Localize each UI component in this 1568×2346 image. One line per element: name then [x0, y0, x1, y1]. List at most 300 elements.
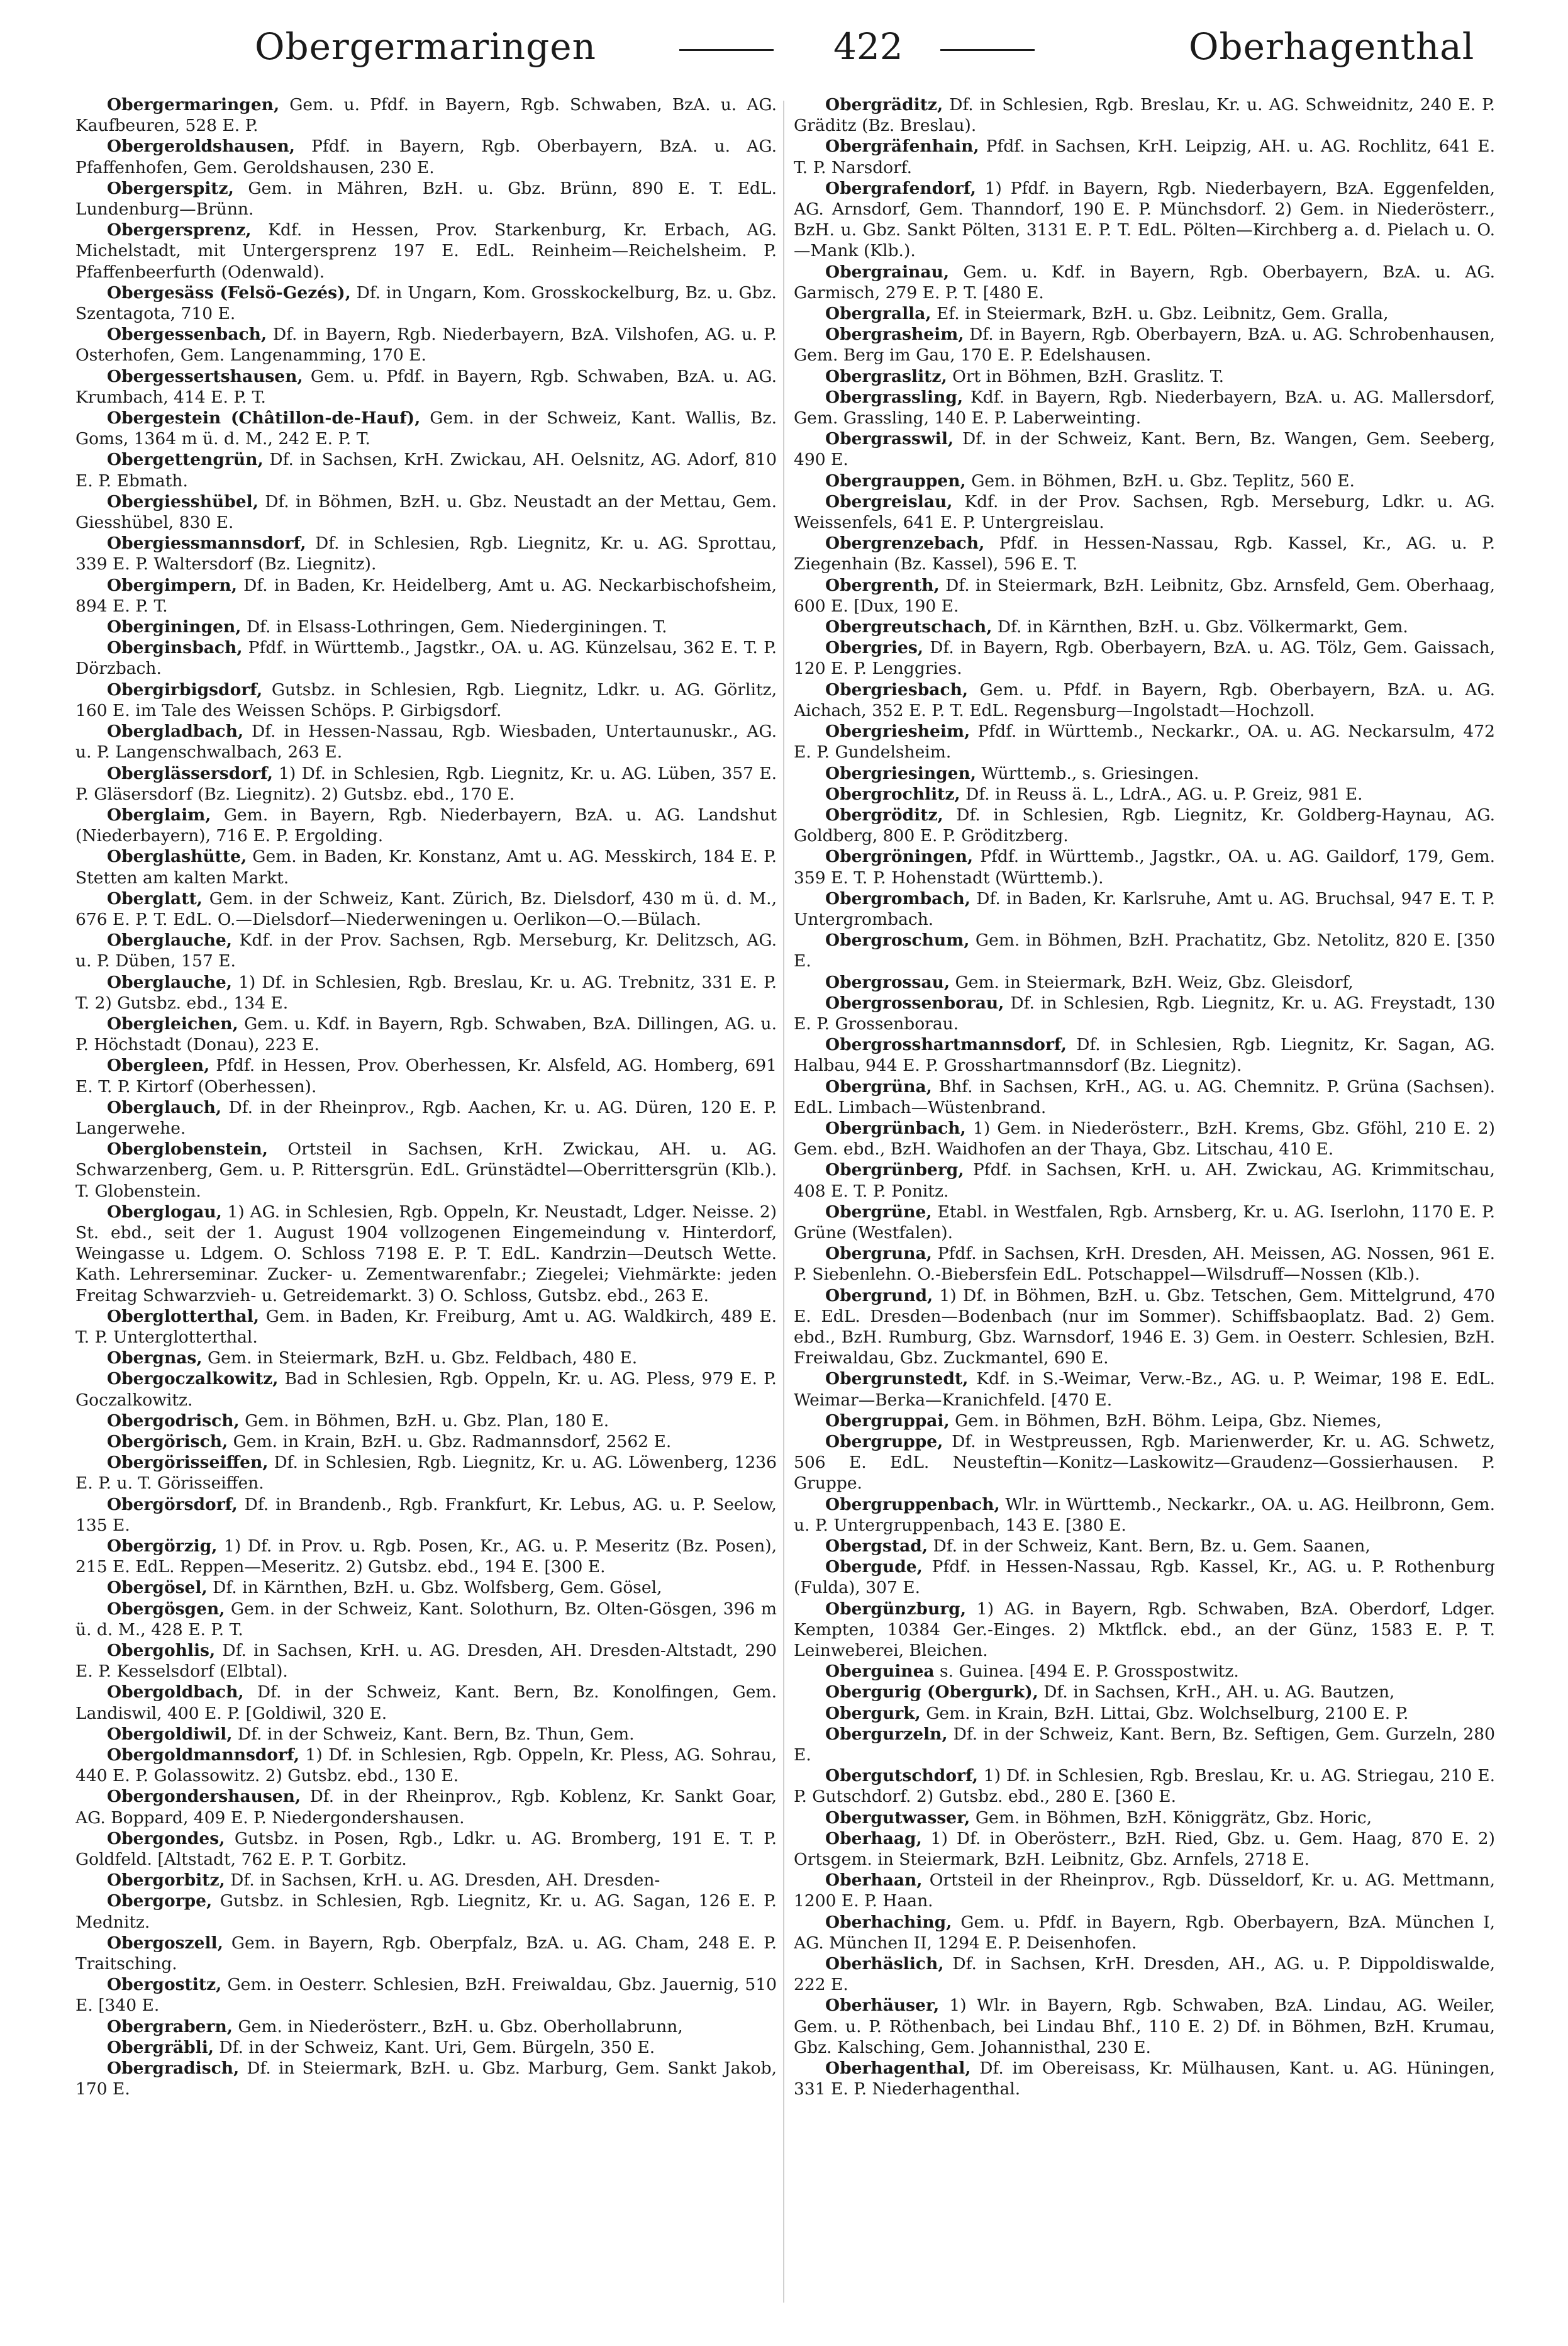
gazetteer-entry — [794, 888, 1495, 930]
gazetteer-entry — [75, 136, 777, 177]
gazetteer-entry — [794, 972, 1495, 993]
entry-text: Df. in der Rheinprov., Rgb. Aachen, Kr. u. AG. Düren, 120 E. P. Langerwehe. — [75, 1097, 777, 1138]
entry-text: 1) Df. in Prov. u. Rgb. Posen, Kr., AG. u. P. Meseritz (Bz. Posen), 215 E. EdL. Reppen—Meseritz. 2) Gutsbz. ebd., 194 E. [300 E. — [75, 1536, 777, 1577]
entry-headword: Obergruna, — [825, 1244, 932, 1264]
header-dash-right — [940, 49, 1035, 51]
gazetteer-entry — [794, 930, 1495, 971]
entry-text: Df. in Brandenb., Rgb. Frankfurt, Kr. Lebus, AG. u. P. Seelow, 135 E. — [75, 1494, 777, 1535]
entry-headword: Obergermaringen, — [107, 95, 280, 115]
entry-text: Ortsteil in der Rheinprov., Rgb. Düsseldorf, Kr. u. AG. Mettmann, 1200 E. P. Haan. — [794, 1870, 1495, 1911]
entry-headword: Oberglatt, — [107, 888, 203, 908]
gazetteer-entry — [75, 1014, 777, 1055]
entry-headword: Oberglässersdorf, — [107, 763, 273, 783]
entry-text: Gem. in Mähren, BzH. u. Gbz. Brünn, 890 E. T. EdL. Lundenburg—Brünn. — [75, 178, 777, 220]
entry-text: 1) Pfdf. in Bayern, Rgb. Niederbayern, BzA. Eggenfelden, AG. Arnsdorf, Gem. Thanndorf, 190 E. P. Münchsdorf. 2) Gem. in Niederösterr., BzH. u. Gbz. Sankt Pölten, 3131 E. P. T. EdL. Pölten—Kirchberg a. d. Pielach u. O.—Mank (Klb.). — [794, 178, 1495, 261]
entry-text: Ortsteil in Sachsen, KrH. Zwickau, AH. u. AG. Schwarzenberg, Gem. u. P. Rittersgrün. EdL. Grünstädtel—Oberrittersgrün (Klb.). T. Globenstein. — [75, 1139, 777, 1201]
gazetteer-entry — [794, 617, 1495, 637]
entry-text: Gem. in Bayern, Rgb. Niederbayern, BzA. u. AG. Landshut (Niederbayern), 716 E. P. Ergolding. — [75, 805, 777, 846]
gazetteer-entry — [75, 533, 777, 574]
entry-headword: Obergräbli, — [107, 2037, 214, 2057]
entry-headword: Obergradisch, — [107, 2058, 240, 2079]
entry-text: Gem. u. Pfdf. in Bayern, Rgb. Schwaben, BzA. u. AG. Krumbach, 414 E. P. T. — [75, 366, 777, 407]
header-first-entry: Obergermaringen — [255, 25, 596, 68]
entry-text: Df. in der Rheinprov., Rgb. Koblenz, Kr. Sankt Goar, AG. Boppard, 409 E. P. Niedergondershausen. — [75, 1787, 777, 1828]
gazetteer-entry — [794, 763, 1495, 784]
entry-text: Gem. in Niederösterr., BzH. u. Gbz. Oberhollabrunn, — [232, 2016, 683, 2036]
entry-text: Df. in Baden, Kr. Heidelberg, Amt u. AG. Neckarbischofsheim, 894 E. P. T. — [75, 575, 777, 616]
entry-headword: Obergoldmannsdorf, — [107, 1745, 300, 1765]
entry-headword: Obergrüne, — [825, 1202, 932, 1222]
entry-headword: Obergrenzebach, — [825, 533, 985, 554]
entry-headword: Obergreislau, — [825, 491, 953, 511]
entry-headword: Obergrund, — [825, 1285, 933, 1305]
entry-text: Df. in Sachsen, KrH., AH. u. AG. Bautzen, — [1038, 1682, 1395, 1702]
entry-text: Pfdf. in Württemb., Neckarkr., OA. u. AG. Neckarsulm, 472 E. P. Gundelsheim. — [794, 722, 1495, 762]
gazetteer-entry — [794, 428, 1495, 470]
entry-text: Pfdf. in Sachsen, KrH. Leipzig, AH. u. AG. Rochlitz, 641 E. T. P. Narsdorf. — [794, 137, 1495, 177]
entry-text: Pfdf. in Hessen-Nassau, Rgb. Kassel, Kr., AG. u. P. Ziegenhain (Bz. Kassel), 596 E. T. — [794, 533, 1495, 574]
entry-text: 1) Df. in Schlesien, Rgb. Liegnitz, Kr. u. AG. Lüben, 357 E. P. Gläsersdorf (Bz. Liegnitz). 2) Gutsbz. ebd., 170 E. — [75, 763, 777, 804]
gazetteer-entry — [794, 1285, 1495, 1369]
entry-headword: Obergroschum, — [825, 930, 970, 951]
entry-headword: Oberhagenthal, — [825, 2058, 971, 2079]
entry-headword: Obergröningen, — [825, 847, 974, 867]
entry-headword: Obergondes, — [107, 1828, 225, 1848]
entry-text: Df. in Elsass-Lothringen, Gem. Niederginingen. T. — [241, 617, 667, 637]
entry-text: Gem. in Steiermark, BzH. Weiz, Gbz. Gleisdorf, — [950, 972, 1354, 992]
entry-headword: Oberglauch, — [107, 1097, 222, 1117]
entry-headword: Obergiessmannsdorf, — [107, 533, 306, 554]
entry-text: Gem. in Böhmen, BzH. Prachatitz, Gbz. Netolitz, 820 E. [350 E. — [794, 930, 1495, 971]
gazetteer-entry — [75, 1536, 777, 1577]
entry-text: Df. in Kärnthen, BzH. u. Gbz. Wolfsberg, Gem. Gösel, — [207, 1578, 662, 1598]
entry-text: Pfdf. in Sachsen, KrH. Dresden, AH. Meissen, AG. Nossen, 961 E. P. Siebenlehn. O.-Biebersfein EdL. Potschappel—Wilsdruff—Nossen (Klb.). — [794, 1244, 1495, 1285]
entry-text: Df. in Steiermark, BzH. Leibnitz, Gbz. Arnsfeld, Gem. Oberhaag, 600 E. [Dux, 190 E. — [794, 575, 1495, 616]
page-header — [94, 20, 1503, 89]
gazetteer-entry — [794, 1661, 1495, 1682]
entry-headword: Obergruppe, — [825, 1432, 943, 1451]
gazetteer-entry — [794, 324, 1495, 366]
entry-headword: Obergersprenz, — [107, 220, 252, 240]
gazetteer-entry — [75, 575, 777, 617]
entry-headword: Obergostitz, — [107, 1975, 222, 1995]
entry-headword: Obergoczalkowitz, — [107, 1369, 279, 1389]
entry-headword: Obergrenth, — [825, 575, 940, 595]
entry-text: Gem. in Böhmen, BzH. u. Gbz. Plan, 180 E. — [239, 1410, 609, 1431]
gazetteer-entry — [794, 1828, 1495, 1870]
entry-headword: Oberginsbach, — [107, 638, 243, 658]
gazetteer-entry — [794, 178, 1495, 262]
entry-headword: Obergösel, — [107, 1578, 208, 1598]
entry-text: Pfdf. in Württemb., Jagstkr., OA. u. AG. Gaildorf, 179, Gem. 359 E. T. P. Hohenstadt (Württemb.). — [794, 847, 1495, 888]
gazetteer-entry — [794, 1682, 1495, 1702]
entry-headword: Obergestein (Châtillon-de-Hauf), — [107, 408, 421, 428]
entry-headword: Obergrombach, — [825, 888, 970, 908]
entry-text: Df. in der Schweiz, Kant. Bern, Bz. Thun, Gem. — [232, 1724, 635, 1744]
gazetteer-entry — [794, 1076, 1495, 1118]
gazetteer-entry — [75, 763, 777, 805]
entry-headword: Obergrosshartmannsdorf, — [825, 1035, 1067, 1055]
gazetteer-entry — [794, 1807, 1495, 1828]
gazetteer-entry — [75, 1640, 777, 1682]
entry-headword: Obergraslitz, — [825, 366, 947, 386]
entry-headword: Obergirbigsdorf, — [107, 679, 263, 700]
entry-text: 1) Df. in Schlesien, Rgb. Breslau, Kr. u. AG. Trebnitz, 331 E. P. T. 2) Gutsbz. ebd., 134 E. — [75, 972, 777, 1013]
gazetteer-entry — [794, 1410, 1495, 1431]
entry-text: 1) Gem. in Niederösterr., BzH. Krems, Gbz. Gföhl, 210 E. 2) Gem. ebd., BzH. Waidhofen an der Thaya, Gbz. Litschau, 410 E. — [794, 1118, 1495, 1159]
gazetteer-entry — [75, 282, 777, 324]
entry-headword: Obergriesingen, — [825, 763, 976, 783]
gazetteer-entry — [75, 1724, 777, 1745]
entry-headword: Obergessertshausen, — [107, 366, 303, 386]
gazetteer-entry — [75, 2037, 777, 2058]
entry-headword: Oberglogau, — [107, 1202, 222, 1222]
entry-text: 1) Df. in Böhmen, BzH. u. Gbz. Tetschen, Gem. Mittelgrund, 470 E. EdL. Dresden—Bodenbach (nur im Sommer). Schiffsbaoplatz. Bad. 2) Gem. ebd., BzH. Rumburg, Gbz. Warnsdorf, 1946 E. 3) Gem. in Oesterr. Schlesien, BzH. Freiwaldau, Gbz. Zuckmantel, 690 E. — [794, 1285, 1495, 1368]
gazetteer-entry — [794, 262, 1495, 303]
gazetteer-entry — [75, 1306, 777, 1348]
gazetteer-entry — [794, 303, 1495, 324]
gazetteer-entry — [794, 575, 1495, 617]
entry-text: Gem. in Bayern, Rgb. Oberpfalz, BzA. u. AG. Cham, 248 E. P. Traitsching. — [75, 1933, 777, 1974]
entry-text: Pfdf. in Sachsen, KrH. u. AH. Zwickau, AG. Krimmitschau, 408 E. T. P. Ponitz. — [794, 1160, 1495, 1201]
entry-headword: Oberhäslich, — [825, 1954, 944, 1974]
entry-headword: Obergünzburg, — [825, 1599, 967, 1619]
gazetteer-entry — [794, 784, 1495, 805]
entry-text: Df. im Obereisass, Kr. Mülhausen, Kant. u. AG. Hüningen, 331 E. P. Niederhagenthal. — [794, 2058, 1495, 2099]
entry-text: Df. in Baden, Kr. Karlsruhe, Amt u. AG. Bruchsal, 947 E. T. P. Untergrombach. — [794, 888, 1495, 929]
page-number: 422 — [833, 25, 903, 68]
entry-headword: Obergerspitz, — [107, 178, 234, 198]
gazetteer-entry — [75, 637, 777, 679]
gazetteer-entry — [75, 1202, 777, 1306]
entry-text: Df. in Schlesien, Rgb. Breslau, Kr. u. AG. Schweidnitz, 240 E. P. Gräditz (Bz. Breslau). — [794, 95, 1495, 136]
entry-headword: Obergodrisch, — [107, 1410, 240, 1431]
entry-headword: Obergries, — [825, 638, 923, 658]
gazetteer-entry — [75, 408, 777, 449]
entry-text: Gem. in Krain, BzH. u. Gbz. Radmannsdorf, 2562 E. — [228, 1432, 672, 1451]
entry-headword: Obergohlis, — [107, 1641, 216, 1661]
entry-headword: Obergrossenborau, — [825, 993, 1004, 1013]
gazetteer-entry — [75, 930, 777, 971]
entry-text: Wlr. in Württemb., Neckarkr., OA. u. AG. Heilbronn, Gem. u. P. Untergruppenbach, 143 E. [380 E. — [794, 1494, 1495, 1535]
gazetteer-entry — [794, 1202, 1495, 1243]
entry-headword: Obergleichen, — [107, 1014, 238, 1034]
entry-text: Gem. in Steiermark, BzH. u. Gbz. Feldbach, 480 E. — [202, 1348, 638, 1368]
gazetteer-entry — [794, 846, 1495, 888]
entry-headword: Obergruppenbach, — [825, 1494, 1000, 1514]
gazetteer-entry — [75, 1870, 777, 1891]
entry-text: Gem. in Böhmen, BzH. Königgrätz, Gbz. Horic, — [970, 1807, 1372, 1828]
entry-headword: Oberglauche, — [107, 972, 232, 992]
entry-text: Df. in Schlesien, Rgb. Liegnitz, Kr. Goldberg-Haynau, AG. Goldberg, 800 E. P. Gröditzberg. — [794, 805, 1495, 846]
gazetteer-entry — [75, 1828, 777, 1870]
gazetteer-entry — [75, 1452, 777, 1494]
entry-text: 1) Df. in Schlesien, Rgb. Breslau, Kr. u. AG. Striegau, 210 E. P. Gutschdorf. 2) Gutsbz. ebd., 280 E. [360 E. — [794, 1766, 1495, 1807]
entry-text: Gem. in der Schweiz, Kant. Solothurn, Bz. Olten-Gösgen, 396 m ü. d. M., 428 E. P. T. — [75, 1599, 777, 1639]
gazetteer-entry — [794, 491, 1495, 533]
gazetteer-entry — [75, 2016, 777, 2037]
gazetteer-entry — [794, 366, 1495, 387]
gazetteer-entry — [75, 1368, 777, 1410]
entry-text: Df. in der Schweiz, Kant. Bern, Bz. Wangen, Gem. Seeberg, 490 E. — [794, 429, 1495, 470]
entry-text: 1) Df. in Oberösterr., BzH. Ried, Gbz. u. Gem. Haag, 870 E. 2) Ortsgem. in Steiermark, BzH. Leibnitz, Gbz. Arnfels, 2718 E. — [794, 1828, 1495, 1870]
gazetteer-entry — [75, 721, 777, 762]
gazetteer-entry — [794, 637, 1495, 679]
gazetteer-entry — [794, 679, 1495, 721]
gazetteer-entry — [75, 1348, 777, 1368]
entry-text: Df. in der Schweiz, Kant. Uri, Gem. Bürgeln, 350 E. — [214, 2037, 655, 2057]
gazetteer-entry — [75, 1055, 777, 1097]
gazetteer-entry — [794, 1724, 1495, 1765]
entry-headword: Obergrassling, — [825, 387, 964, 407]
entry-text: Df. in Hessen-Nassau, Rgb. Wiesbaden, Untertaunuskr., AG. u. P. Langenschwalbach, 263 E. — [75, 722, 777, 762]
entry-text: Df. in Westpreussen, Rgb. Marienwerder, Kr. u. AG. Schwetz, 506 E. EdL. Neusteftin—Konitz—Laskowitz—Graudenz—Gossierhausen. P. Gruppe. — [794, 1432, 1495, 1494]
entry-headword: Obergstad, — [825, 1536, 928, 1556]
gazetteer-entry — [75, 2058, 777, 2099]
gazetteer-entry — [75, 1577, 777, 1598]
entry-text: Gem. in Böhmen, BzH. u. Gbz. Teplitz, 560 E. — [965, 471, 1355, 491]
entry-headword: Obergörsdorf, — [107, 1494, 238, 1514]
entry-headword: Obergörzig, — [107, 1536, 218, 1556]
entry-headword: Obergutwasser, — [825, 1807, 970, 1828]
gazetteer-entry — [75, 617, 777, 637]
entry-text: Df. in Schlesien, Rgb. Liegnitz, Kr. Sagan, AG. Halbau, 944 E. P. Grosshartmannsdorf (Bz. Liegnitz). — [794, 1035, 1495, 1076]
entry-headword: Obergurzeln, — [825, 1724, 948, 1744]
entry-text: Pfdf. in Hessen, Prov. Oberhessen, Kr. Alsfeld, AG. Homberg, 691 E. T. P. Kirtorf (Oberhessen). — [75, 1056, 777, 1097]
header-last-entry: Oberhagenthal — [1189, 25, 1475, 68]
entry-text: Pfdf. in Bayern, Rgb. Oberbayern, BzA. u. AG. Pfaffenhofen, Gem. Geroldshausen, 230 E. — [75, 137, 777, 177]
entry-text: Df. in Sachsen, KrH. Dresden, AH., AG. u. P. Dippoldiswalde, 222 E. — [794, 1954, 1495, 1995]
entry-headword: Oberhaan, — [825, 1870, 923, 1891]
column-divider — [783, 101, 784, 2303]
entry-headword: Obergrafendorf, — [825, 178, 976, 198]
entry-headword: Obergrasswil, — [825, 429, 954, 449]
gazetteer-entry — [794, 1995, 1495, 2058]
entry-headword: Obergoldiwil, — [107, 1724, 233, 1744]
entry-headword: Obergräditz, — [825, 95, 943, 115]
entry-headword: Obergettengrün, — [107, 450, 264, 470]
gazetteer-entry — [75, 1933, 777, 1974]
gazetteer-entry — [794, 1243, 1495, 1285]
entry-headword: Obergröditz, — [825, 805, 943, 825]
entry-text: Df. in Ungarn, Kom. Grosskockelburg, Bz. u. Gbz. Szentagota, 710 E. — [75, 282, 777, 324]
entry-headword: Oberhäuser, — [825, 1996, 940, 2016]
entry-headword: Obergiesshübel, — [107, 491, 259, 511]
entry-text: Df. in der Schweiz, Kant. Bern, Bz. Seftigen, Gem. Gurzeln, 280 E. — [794, 1724, 1495, 1765]
entry-text: Df. in Kärnthen, BzH. u. Gbz. Völkermarkt, Gem. — [992, 617, 1408, 637]
entry-text: Df. in der Schweiz, Kant. Bern, Bz. u. Gem. Saanen, — [928, 1536, 1371, 1556]
gazetteer-entry — [794, 805, 1495, 846]
entry-headword: Obergrünbach, — [825, 1118, 966, 1138]
entry-text: Gem. u. Kdf. in Bayern, Rgb. Oberbayern, BzA. u. AG. Garmisch, 279 E. P. T. [480 E. — [794, 262, 1495, 303]
entry-text: Gutsbz. in Posen, Rgb., Ldkr. u. AG. Bromberg, 191 E. T. P. Goldfeld. [Altstadt, 762 E. P. T. Gorbitz. — [75, 1828, 777, 1870]
entry-headword: Oberhaching, — [825, 1912, 952, 1932]
entry-text: Gem. u. Kdf. in Bayern, Rgb. Schwaben, BzA. Dillingen, AG. u. P. Höchstadt (Donau), 223 E. — [75, 1014, 777, 1055]
entry-text: Bad in Schlesien, Rgb. Oppeln, Kr. u. AG. Pless, 979 E. P. Goczalkowitz. — [75, 1369, 777, 1410]
gazetteer-entry — [794, 471, 1495, 491]
entry-text: 1) Df. in Schlesien, Rgb. Oppeln, Kr. Pless, AG. Sohrau, 440 E. P. Golassowitz. 2) Gutsbz. ebd., 130 E. — [75, 1745, 777, 1786]
entry-text: Gem. in Böhmen, BzH. Böhm. Leipa, Gbz. Niemes, — [949, 1410, 1382, 1431]
gazetteer-entry — [75, 1599, 777, 1640]
entry-text: Df. in der Schweiz, Kant. Bern, Bz. Konolfingen, Gem. Landiswil, 400 E. P. [Goldiwil, 320 E. — [75, 1682, 777, 1723]
entry-headword: Obergörisseiffen, — [107, 1453, 269, 1473]
entry-headword: Obergriesbach, — [825, 679, 969, 700]
entry-text: s. Guinea. [494 E. P. Grosspostwitz. — [934, 1662, 1239, 1682]
entry-headword: Obergreutschach, — [825, 617, 993, 637]
entry-text: Df. in Bayern, Rgb. Niederbayern, BzA. Vilshofen, AG. u. P. Osterhofen, Gem. Langenamming, 170 E. — [75, 325, 777, 366]
gazetteer-entry — [794, 1118, 1495, 1159]
entry-text: Gem. u. Pfdf. in Bayern, Rgb. Schwaben, BzA. u. AG. Kaufbeuren, 528 E. P. — [75, 95, 777, 136]
entry-text: Gutsbz. in Schlesien, Rgb. Liegnitz, Ldkr. u. AG. Görlitz, 160 E. im Tale des Weissen Schöps. P. Girbigsdorf. — [75, 679, 777, 720]
gazetteer-entry — [794, 721, 1495, 762]
entry-headword: Obergorpe, — [107, 1891, 213, 1911]
entry-headword: Oberglaim, — [107, 805, 211, 825]
entry-headword: Oberhaag, — [825, 1828, 922, 1848]
entry-headword: Obergnas, — [107, 1348, 203, 1368]
entry-text: Gem. in Oesterr. Schlesien, BzH. Freiwaldau, Gbz. Jauernig, 510 E. [340 E. — [75, 1975, 777, 2016]
entry-headword: Oberginingen, — [107, 617, 242, 637]
gazetteer-entry — [75, 1097, 777, 1139]
entry-text: Df. in Sachsen, KrH. u. AG. Dresden, AH. Dresden-Altstadt, 290 E. P. Kesselsdorf (Elbtal). — [75, 1641, 777, 1682]
entry-text: Bhf. in Sachsen, KrH., AG. u. AG. Chemnitz. P. Grüna (Sachsen). EdL. Limbach—Wüstenbrand. — [794, 1076, 1495, 1117]
gazetteer-entry — [75, 366, 777, 408]
entry-text: Württemb., s. Griesingen. — [976, 763, 1199, 783]
entry-headword: Obergurig (Obergurk), — [825, 1682, 1038, 1702]
entry-headword: Obergralla, — [825, 304, 931, 324]
entry-headword: Obergladbach, — [107, 722, 244, 742]
gazetteer-entry — [75, 220, 777, 282]
entry-headword: Oberglotterthal, — [107, 1306, 259, 1326]
entry-text: Kdf. in Hessen, Prov. Starkenburg, Kr. Erbach, AG. Michelstadt, mit Untergersprenz 197 E. EdL. Reinheim—Reichelsheim. P. Pfaffenbeerfurth (Odenwald). — [75, 220, 777, 282]
entry-text: Df. in Steiermark, BzH. u. Gbz. Marburg, Gem. Sankt Jakob, 170 E. — [75, 2058, 777, 2099]
entry-headword: Obergösgen, — [107, 1599, 225, 1619]
gazetteer-entry — [75, 491, 777, 533]
entry-text: Ef. in Steiermark, BzH. u. Gbz. Leibnitz, Gem. Gralla, — [931, 304, 1389, 324]
entry-text: Gem. in Krain, BzH. Littai, Gbz. Wolchselburg, 2100 E. P. — [920, 1703, 1409, 1723]
entry-text: Pfdf. in Württemb., Jagstkr., OA. u. AG. Künzelsau, 362 E. T. P. Dörzbach. — [75, 638, 777, 679]
gazetteer-entry — [75, 324, 777, 366]
gazetteer-entry — [75, 1745, 777, 1786]
entry-text: Df. in Sachsen, KrH. Zwickau, AH. Oelsnitz, AG. Adorf, 810 E. P. Ebmath. — [75, 450, 777, 491]
right-column — [794, 94, 1495, 2309]
entry-headword: Obergude, — [825, 1557, 923, 1577]
gazetteer-entry — [794, 1556, 1495, 1598]
entry-text: 1) Wlr. in Bayern, Rgb. Schwaben, BzA. Lindau, AG. Weiler, Gem. u. P. Röthenbach, bei Lindau Bhf., 110 E. 2) Df. in Böhmen, BzH. Krumau, Gbz. Kalsching, Gem. Johannisthal, 230 E. — [794, 1996, 1495, 2057]
entry-text: Gem. in der Schweiz, Kant. Zürich, Bz. Dielsdorf, 430 m ü. d. M., 676 E. P. T. EdL. O.—Dielsdorf—Niederweningen u. Oerlikon—O.—Bülach. — [75, 888, 777, 929]
gazetteer-entry — [75, 1891, 777, 1932]
entry-headword: Obergrossau, — [825, 972, 950, 992]
entry-text: Df. in Schlesien, Rgb. Liegnitz, Kr. u. AG. Sprottau, 339 E. P. Waltersdorf (Bz. Liegnitz). — [75, 533, 777, 574]
entry-text: Kdf. in der Prov. Sachsen, Rgb. Merseburg, Ldkr. u. AG. Weissenfels, 641 E. P. Untergreislau. — [794, 491, 1495, 533]
entry-headword: Obergrasheim, — [825, 325, 964, 345]
gazetteer-entry — [75, 1431, 777, 1452]
gazetteer-entry — [75, 888, 777, 930]
gazetteer-entry — [794, 1599, 1495, 1662]
entry-text: Df. in Bayern, Rgb. Oberbayern, BzA. u. AG. Schrobenhausen, Gem. Berg im Gau, 170 E. P. Edelshausen. — [794, 325, 1495, 366]
entry-text: Ort in Böhmen, BzH. Graslitz. T. — [947, 366, 1224, 386]
entry-text: Df. in Bayern, Rgb. Oberbayern, BzA. u. AG. Tölz, Gem. Gaissach, 120 E. P. Lenggries. — [794, 638, 1495, 679]
entry-text: Pfdf. in Hessen-Nassau, Rgb. Kassel, Kr., AG. u. P. Rothenburg (Fulda), 307 E. — [794, 1557, 1495, 1598]
entry-headword: Obergrünberg, — [825, 1160, 964, 1180]
gazetteer-entry — [794, 1368, 1495, 1410]
gazetteer-entry — [794, 1765, 1495, 1807]
entry-text: Df. in Schlesien, Rgb. Liegnitz, Kr. u. AG. Löwenberg, 1236 E. P. u. T. Görisseiffen. — [75, 1453, 777, 1494]
entry-text: Gutsbz. in Schlesien, Rgb. Liegnitz, Kr. u. AG. Sagan, 126 E. P. Mednitz. — [75, 1891, 777, 1932]
entry-headword: Obergoldbach, — [107, 1682, 244, 1702]
entry-text: Gem. in Baden, Kr. Konstanz, Amt u. AG. Messkirch, 184 E. P. Stetten am kalten Markt. — [75, 847, 777, 888]
gazetteer-entry — [794, 2058, 1495, 2099]
gazetteer-entry — [794, 1034, 1495, 1076]
entry-text: Gem. u. Pfdf. in Bayern, Rgb. Oberbayern, BzA. München I, AG. München II, 1294 E. P. Deisenhofen. — [794, 1912, 1495, 1953]
entry-text: Df. in Böhmen, BzH. u. Gbz. Neustadt an der Mettau, Gem. Giesshübel, 830 E. — [75, 491, 777, 533]
entry-headword: Obergrainau, — [825, 262, 950, 282]
gazetteer-entry — [75, 94, 777, 136]
header-dash-left — [679, 49, 774, 51]
gazetteer-entry — [794, 533, 1495, 574]
gazetteer-entry — [75, 1410, 777, 1431]
entry-headword: Obergurk, — [825, 1703, 921, 1723]
entry-headword: Obergoszell, — [107, 1933, 223, 1953]
gazetteer-entry — [794, 1953, 1495, 1995]
entry-text: Kdf. in Bayern, Rgb. Niederbayern, BzA. u. AG. Mallersdorf, Gem. Grassling, 140 E. P. Laberweinting. — [794, 387, 1495, 428]
gazetteer-entry — [794, 1159, 1495, 1201]
entry-headword: Obergrunstedt, — [825, 1369, 969, 1389]
gazetteer-entry — [794, 1912, 1495, 1953]
entry-headword: Obergorbitz, — [107, 1870, 225, 1891]
gazetteer-entry — [75, 846, 777, 888]
entry-headword: Obergimpern, — [107, 575, 237, 595]
entry-text: Df. in Reuss ä. L., LdrA., AG. u. P. Greiz, 981 E. — [960, 784, 1363, 804]
gazetteer-entry — [75, 449, 777, 491]
gazetteer-entry — [794, 387, 1495, 428]
entry-headword: Obergrochlitz, — [825, 784, 960, 804]
entry-headword: Obergräfenhain, — [825, 137, 979, 157]
gazetteer-entry — [794, 1494, 1495, 1536]
gazetteer-entry — [75, 972, 777, 1014]
entry-text: Etabl. in Westfalen, Rgb. Arnsberg, Kr. u. AG. Iserlohn, 1170 E. P. Grüne (Westfalen). — [794, 1202, 1495, 1243]
gazetteer-entry — [794, 1431, 1495, 1494]
entry-headword: Obergeroldshausen, — [107, 137, 295, 157]
entry-headword: Obergrabern, — [107, 2016, 233, 2036]
gazetteer-entry — [75, 1139, 777, 1202]
entry-headword: Oberglashütte, — [107, 847, 247, 867]
gazetteer-entry — [794, 1870, 1495, 1911]
entry-headword: Obergruppai, — [825, 1410, 950, 1431]
gazetteer-entry — [794, 1703, 1495, 1724]
entry-text: Gem. in Baden, Kr. Freiburg, Amt u. AG. Waldkirch, 489 E. T. P. Unterglotterthal. — [75, 1306, 777, 1347]
entry-headword: Obergörisch, — [107, 1432, 228, 1451]
gazetteer-entry — [75, 178, 777, 220]
gazetteer-entry — [794, 1536, 1495, 1556]
gazetteer-entry — [75, 679, 777, 721]
entry-headword: Oberguinea — [825, 1662, 935, 1682]
entry-text: Gem. u. Pfdf. in Bayern, Rgb. Oberbayern, BzA. u. AG. Aichach, 352 E. P. T. EdL. Regensburg—Ingolstadt—Hochzoll. — [794, 679, 1495, 720]
gazetteer-entry — [75, 1974, 777, 2016]
entry-text: 1) AG. in Bayern, Rgb. Schwaben, BzA. Oberdorf, Ldger. Kempten, 10384 Ger.-Einges. 2) Mktflck. ebd., an der Günz, 1583 E. P. T. Leinweberei, Bleichen. — [794, 1599, 1495, 1661]
entry-headword: Oberglobenstein, — [107, 1139, 268, 1159]
entry-headword: Obergessenbach, — [107, 325, 267, 345]
entry-headword: Obergesäss (Felsö-Gezés), — [107, 282, 351, 303]
gazetteer-entry — [794, 993, 1495, 1034]
gazetteer-entry — [75, 1786, 777, 1828]
entry-headword: Oberglauche, — [107, 930, 232, 951]
entry-headword: Obergriesheim, — [825, 722, 970, 742]
entry-text: Gem. in der Schweiz, Kant. Wallis, Bz. Goms, 1364 m ü. d. M., 242 E. P. T. — [75, 408, 777, 449]
entry-headword: Obergrauppen, — [825, 471, 966, 491]
left-column — [75, 94, 777, 2309]
entry-text: Kdf. in S.-Weimar, Verw.-Bz., AG. u. P. Weimar, 198 E. EdL. Weimar—Berka—Kranichfeld. [470 E. — [794, 1369, 1495, 1410]
entry-text: Df. in Schlesien, Rgb. Liegnitz, Kr. u. AG. Freystadt, 130 E. P. Grossenborau. — [794, 993, 1495, 1034]
